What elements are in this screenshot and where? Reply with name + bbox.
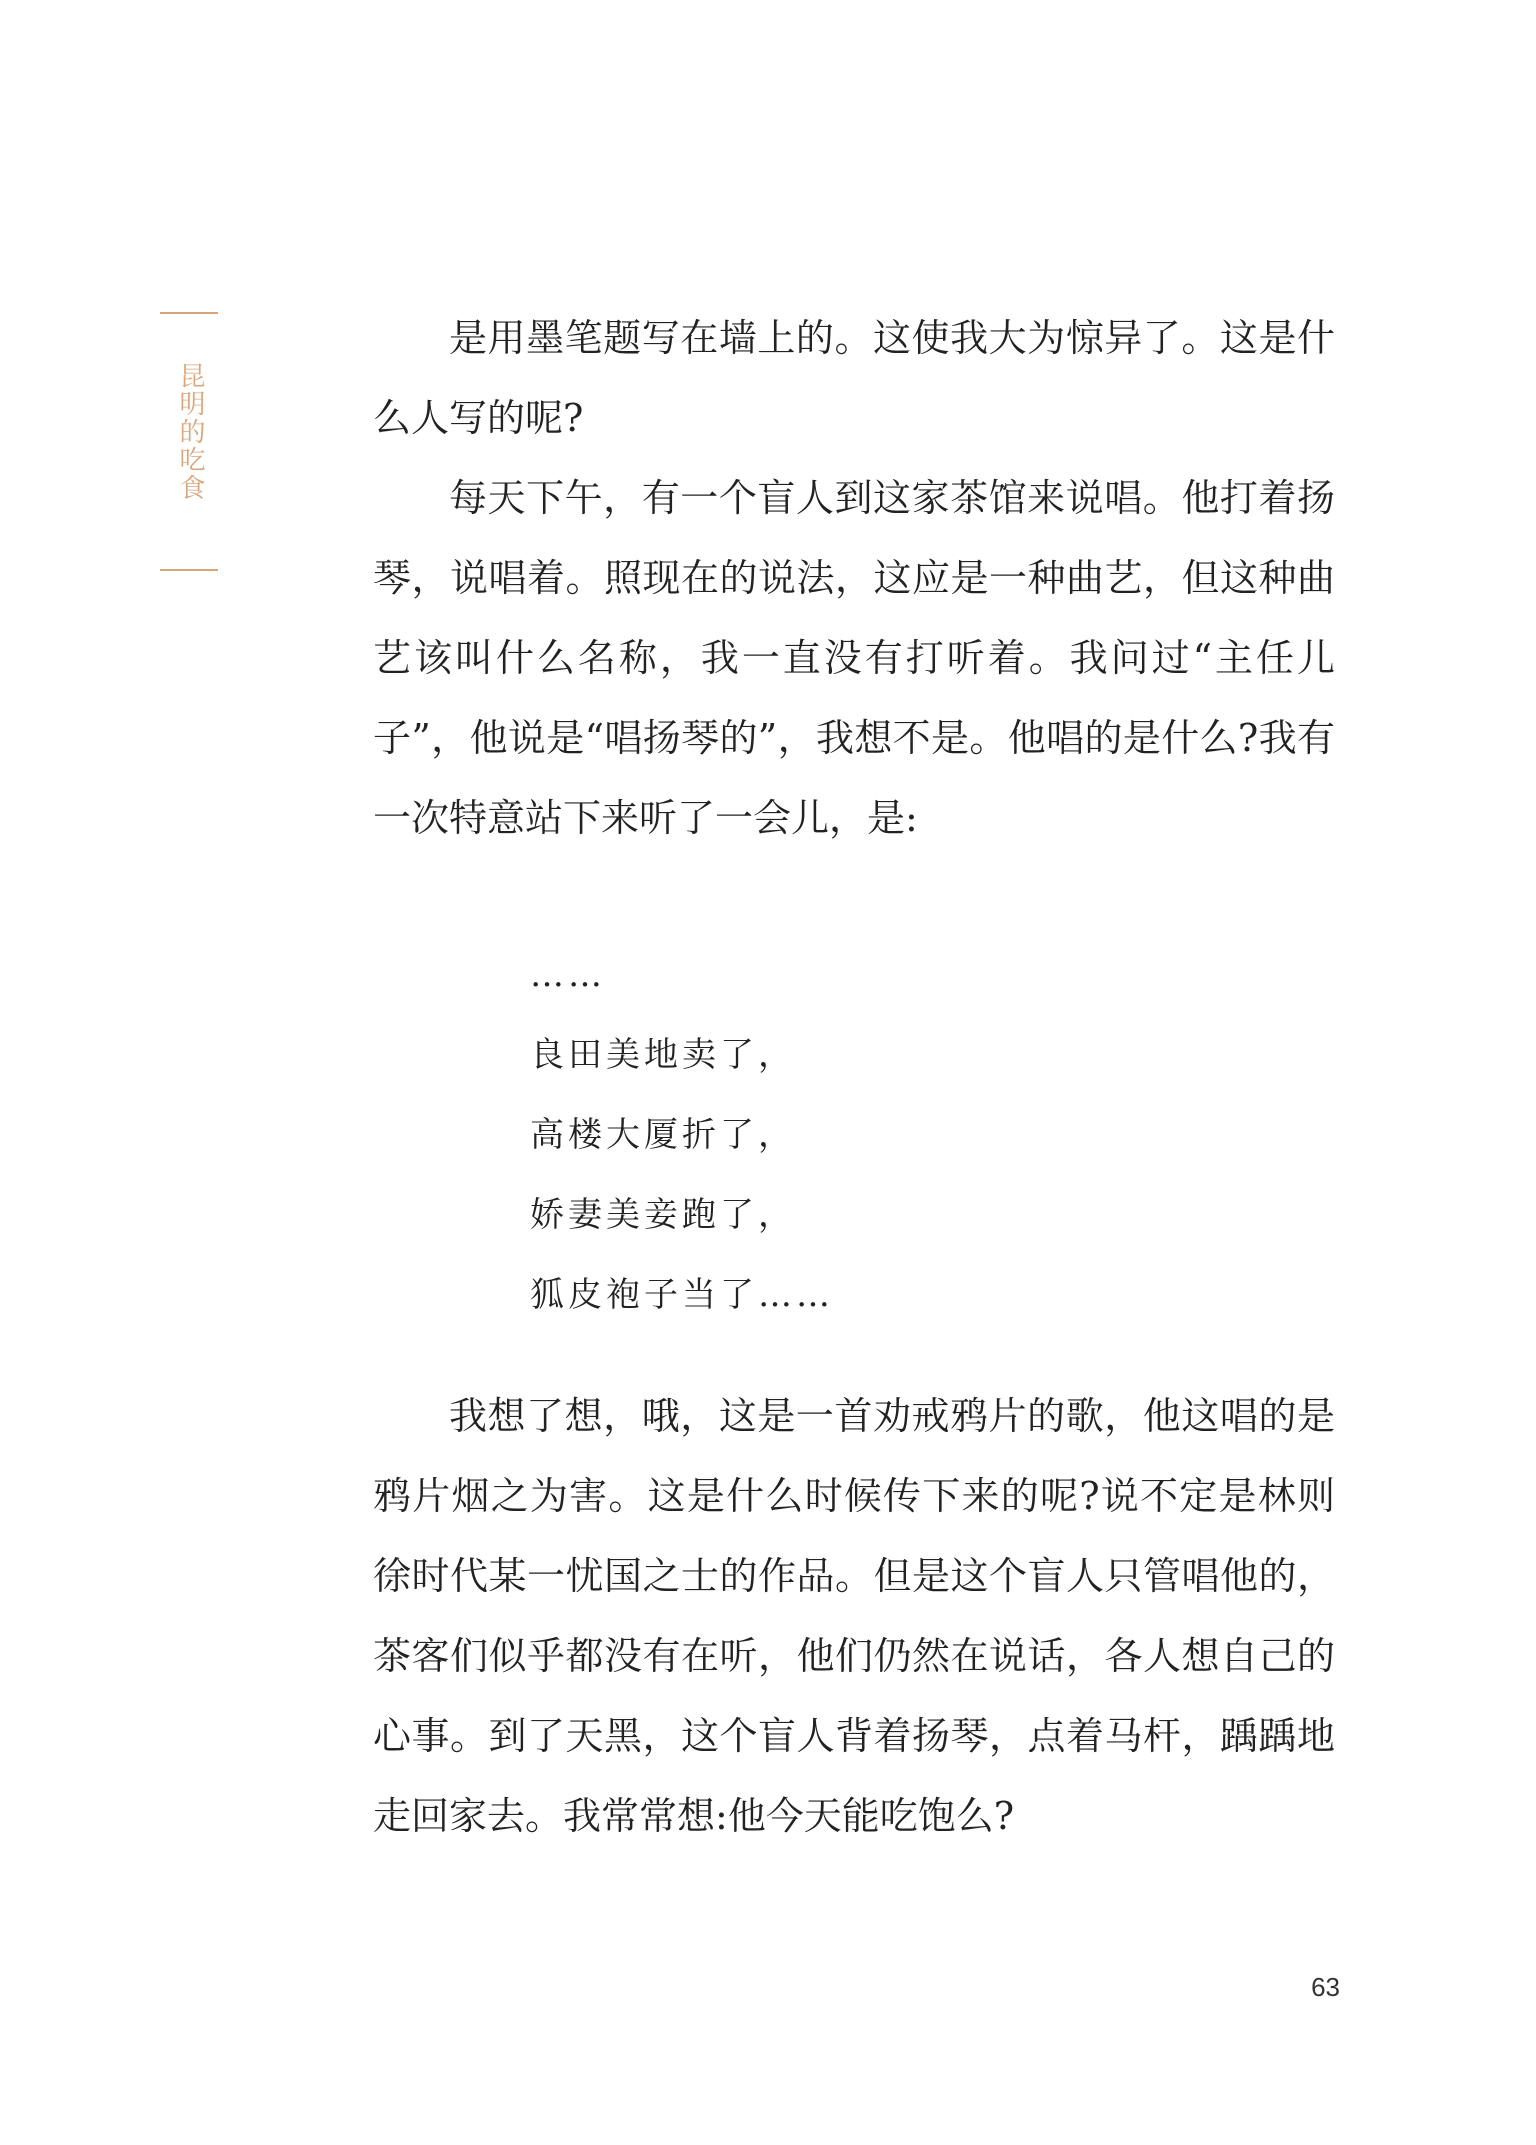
running-title-top-rule bbox=[160, 312, 218, 314]
paragraph-2: 每天下午，有一个盲人到这家茶馆来说唱。他打着扬琴，说唱着。照现在的说法，这应是一种曲艺，但这种曲艺该叫什么名称，我一直没有打听着。我问过“主任儿子”，他说是“唱扬琴的”，我想不是。他唱的是什么?我有一次特意站下来听了一会儿，是: bbox=[373, 476, 1335, 840]
verse-line: 良田美地卖了， bbox=[530, 1035, 796, 1075]
page-number: 63 bbox=[1311, 1972, 1340, 2002]
paragraph-3: 我想了想，哦，这是一首劝戒鸦片的歌，他这唱的是鸦片烟之为害。这是什么时候传下来的呢?说不定是林则徐时代某一忧国之士的作品。但是这个盲人只管唱他的，茶客们似乎都没有在听，他们仍然在说话，各人想自己的心事。到了天黑，这个盲人背着扬琴，点着马杆，踽踽地走回家去。我常常想:他今天能吃饱么? bbox=[373, 1394, 1335, 1838]
verse-line: …… bbox=[530, 955, 606, 995]
verse-line: 高楼大厦折了， bbox=[530, 1115, 796, 1155]
verse-line: 娇妻美妾跑了， bbox=[530, 1195, 796, 1235]
running-title-bottom-rule bbox=[160, 569, 218, 571]
verse-block bbox=[530, 935, 1130, 1335]
paragraph-1: 是用墨笔题写在墙上的。这使我大为惊异了。这是什么人写的呢? bbox=[373, 316, 1335, 440]
verse-line: 狐皮袍子当了…… bbox=[530, 1275, 834, 1315]
running-title: 昆明的吃食 bbox=[175, 362, 205, 502]
